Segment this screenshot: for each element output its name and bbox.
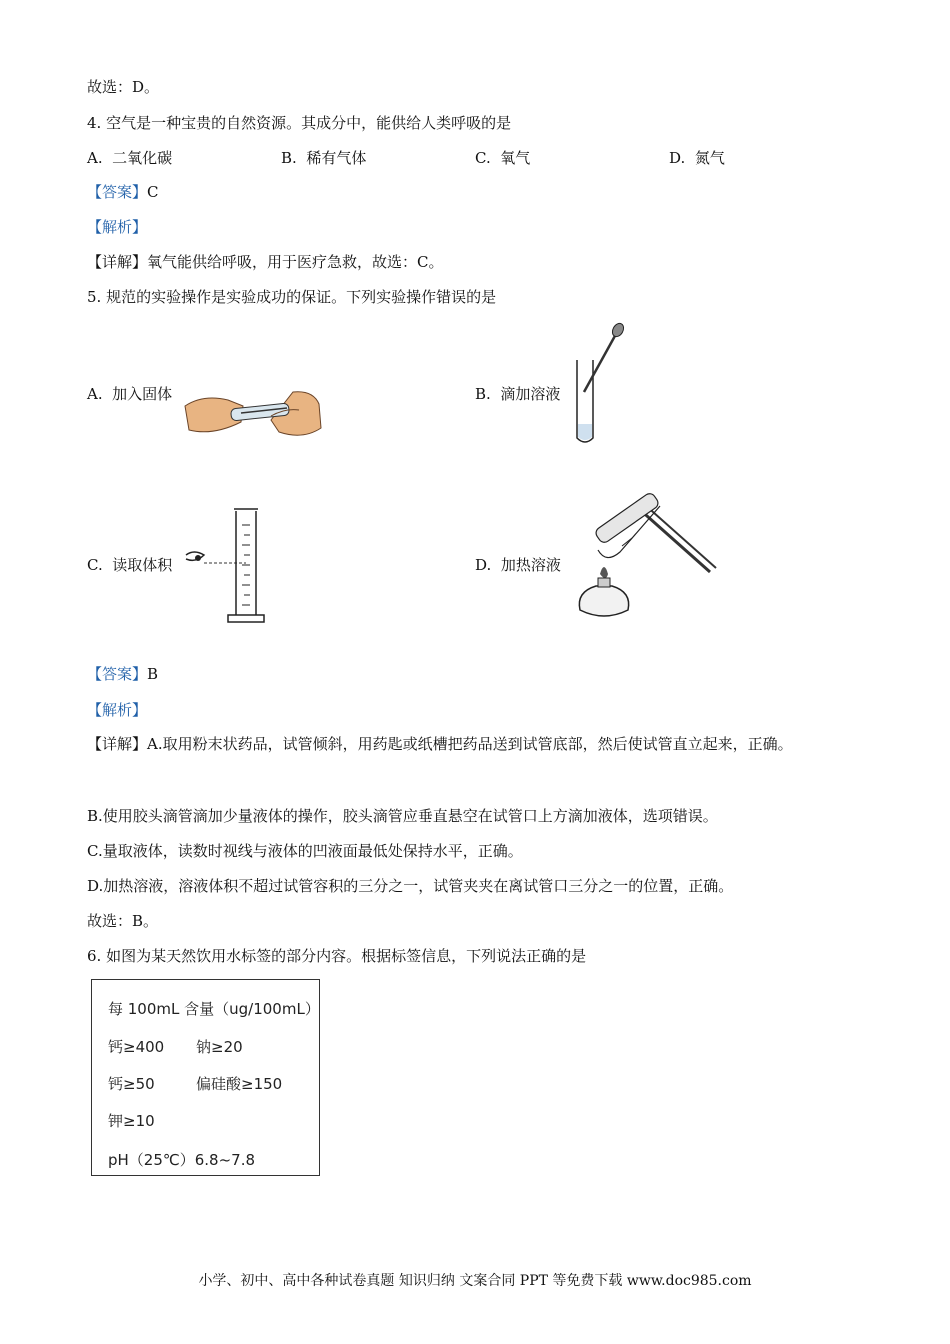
q5-conclusion: 故选：B。 [87, 912, 159, 930]
option-letter: D. [669, 149, 686, 167]
q5-option-a [87, 384, 172, 404]
q6-stem: 6. 如图为某天然饮用水标签的部分内容。根据标签信息，下列说法正确的是 [87, 947, 587, 965]
adding-solid-illustration [183, 386, 323, 444]
q5-detail-d: D.加热溶液，溶液体积不超过试管容积的三分之一，试管夹夹在离试管口三分之一的位置，正确。 [87, 877, 734, 895]
q5-stem: 5. 规范的实验操作是实验成功的保证。下列实验操作错误的是 [87, 288, 497, 306]
option-letter: C. [475, 149, 491, 167]
q3-conclusion: 故选：D。 [87, 78, 160, 96]
q4-option-a [87, 148, 172, 168]
detail-text: A.取用粉末状药品，试管倾斜，用药匙或纸槽把药品送到试管底部，然后使试管直立起来，正确。 [147, 735, 793, 753]
label-row1-left: 钙≥400 [108, 1038, 165, 1056]
option-text: 读取体积 [112, 556, 173, 574]
q5-option-d [475, 555, 561, 575]
label-row2-left: 钙≥50 [108, 1075, 155, 1093]
heating-solution-illustration [570, 480, 720, 630]
answer-tag: 【答案】 [87, 183, 148, 201]
answer-value: B [147, 665, 159, 683]
option-letter: B. [475, 385, 491, 403]
answer-tag: 【答案】 [87, 665, 148, 683]
option-text: 加入固体 [112, 385, 173, 403]
label-row3: 钾≥10 [108, 1112, 155, 1130]
q4-option-b [281, 148, 366, 168]
option-text: 稀有气体 [306, 149, 367, 167]
q4-option-d [669, 148, 725, 168]
option-text: 滴加溶液 [500, 385, 561, 403]
detail-tag: 【详解】 [87, 253, 148, 271]
q4-answer [87, 182, 159, 202]
label-row4: pH（25℃）6.8~7.8 [108, 1151, 256, 1169]
page-footer: 小学、初中、高中各种试卷真题 知识归纳 文案合同 PPT 等免费下载 www.doc985.com [198, 1273, 752, 1289]
option-letter: C. [87, 556, 103, 574]
option-letter: A. [87, 385, 103, 403]
q5-option-b [475, 384, 560, 404]
q4-stem: 4. 空气是一种宝贵的自然资源。其成分中，能供给人类呼吸的是 [87, 114, 512, 132]
detail-text: 氧气能供给呼吸，用于医疗急救，故选：C。 [147, 253, 444, 271]
graduated-cylinder-illustration [180, 505, 270, 627]
q5-detail-b: B.使用胶头滴管滴加少量液体的操作，胶头滴管应垂直悬空在试管口上方滴加液体，选项错误。 [87, 807, 718, 825]
water-label-box [91, 979, 320, 1176]
q5-detail-c: C.量取液体，读数时视线与液体的凹液面最低处保持水平，正确。 [87, 842, 523, 860]
dropper-tube-illustration [570, 320, 630, 446]
label-row1-right: 钠≥20 [196, 1038, 243, 1056]
option-letter: D. [475, 556, 492, 574]
option-text: 加热溶液 [500, 556, 561, 574]
q5-option-c [87, 555, 172, 575]
option-text: 氧气 [500, 149, 531, 167]
q4-analysis-tag: 【解析】 [87, 218, 148, 236]
option-text: 二氧化碳 [112, 149, 173, 167]
option-letter: A. [87, 149, 103, 167]
answer-value: C [147, 183, 159, 201]
option-letter: B. [281, 149, 297, 167]
label-title: 每 100mL 含量（ug/100mL） [108, 1000, 320, 1018]
label-row2-right: 偏硅酸≥150 [196, 1075, 283, 1093]
detail-tag: 【详解】 [87, 735, 148, 753]
q4-option-c [475, 148, 530, 168]
q5-detail-a [87, 734, 793, 754]
q5-answer [87, 664, 158, 684]
q5-analysis-tag: 【解析】 [87, 701, 148, 719]
option-text: 氮气 [694, 149, 725, 167]
q4-detail [87, 252, 444, 272]
